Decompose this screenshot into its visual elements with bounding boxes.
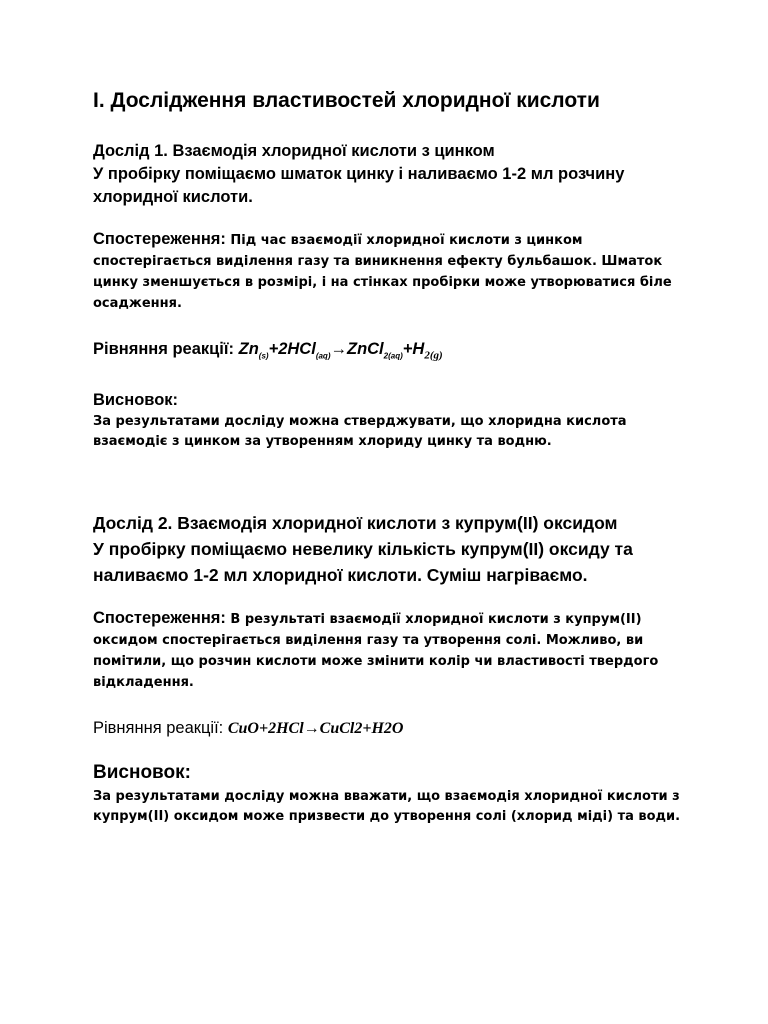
eq-h-state: 2(g) bbox=[424, 349, 443, 362]
experiment-1-observation bbox=[93, 229, 693, 314]
experiment-1-heading: Дослід 1. Взаємодія хлоридної кислоти з цинком bbox=[93, 142, 495, 160]
experiment-1-observation-text-rest: спостерігається виділення газу та виникнення ефекту бульбашок. Шматок цинку зменшується в розмірі, і на стінках пробірки може утворюватися біле осадження. bbox=[93, 254, 672, 311]
experiment-1-procedure-line-1: У пробірку поміщаємо шматок цинку і наливаємо 1-2 мл розчину bbox=[93, 165, 625, 183]
eq-zn: Zn bbox=[238, 340, 259, 358]
experiment-1-observation-text-start: Під час взаємодії хлоридної кислоти з цинком bbox=[230, 233, 583, 248]
experiment-2-heading: Дослід 2. Взаємодія хлоридної кислоти з купрум(II) оксидом bbox=[93, 513, 618, 534]
eq-h: +H bbox=[402, 340, 425, 358]
experiment-1-procedure-line-2: хлоридної кислоти. bbox=[93, 188, 253, 206]
experiment-2-heading-block bbox=[93, 510, 693, 588]
experiment-2-equation-label: Рівняння реакції: bbox=[93, 719, 224, 738]
experiment-2-procedure-line-2: наливаємо 1-2 мл хлоридної кислоти. Суміш нагріваємо. bbox=[93, 565, 588, 586]
eq-zncl: →ZnCl bbox=[330, 340, 384, 358]
experiment-1-conclusion-label: Висновок: bbox=[93, 391, 179, 410]
section-spacer bbox=[93, 452, 693, 486]
experiment-2-observation bbox=[93, 608, 693, 693]
eq-zncl-state: 2(aq) bbox=[383, 351, 403, 361]
eq-hcl-state: (aq) bbox=[315, 351, 331, 361]
experiment-2-conclusion-text: За результатами досліду можна вважати, що взаємодія хлоридної кислоти з купрум(II) оксидом може призвести до утворення солі (хлорид міді) та води. bbox=[93, 789, 681, 825]
experiment-1-observation-label: Спостереження: bbox=[93, 230, 226, 248]
document-title: I. Дослідження властивостей хлоридної кислоти bbox=[93, 89, 600, 112]
experiment-1 bbox=[93, 140, 693, 452]
experiment-1-equation bbox=[238, 340, 443, 362]
experiment-2-observation-text-start: В результаті взаємодії хлоридної кислоти з купрум(II) bbox=[230, 612, 642, 628]
experiment-1-conclusion-text: За результатами досліду можна стверджувати, що хлоридна кислота взаємодіє з цинком за утворенням хлориду цинку та водню. bbox=[93, 414, 627, 450]
experiment-2-observation-label: Спостереження: bbox=[93, 609, 226, 628]
eq-hcl: +2HCl bbox=[268, 340, 316, 358]
experiment-1-equation-line bbox=[93, 338, 693, 367]
experiment-2-equation-line bbox=[93, 717, 693, 740]
experiment-2-equation: CuO+2HCl→CuCl2+H2O bbox=[227, 720, 404, 738]
experiment-2 bbox=[93, 510, 693, 827]
experiment-1-heading-block bbox=[93, 140, 693, 209]
eq-zn-state: (s) bbox=[258, 351, 269, 361]
document-page bbox=[93, 86, 693, 827]
experiment-2-procedure-line-1: У пробірку поміщаємо невелику кількість купрум(II) оксиду та bbox=[93, 539, 633, 560]
experiment-2-conclusion-label: Висновок: bbox=[93, 762, 191, 784]
experiment-1-equation-label: Рівняння реакції: bbox=[93, 340, 235, 358]
experiment-2-observation-text-rest: оксидом спостерігається виділення газу та утворення солі. Можливо, ви помітили, що розчин кислоти може змінити колір чи властивості твердого відкладення. bbox=[93, 633, 659, 691]
